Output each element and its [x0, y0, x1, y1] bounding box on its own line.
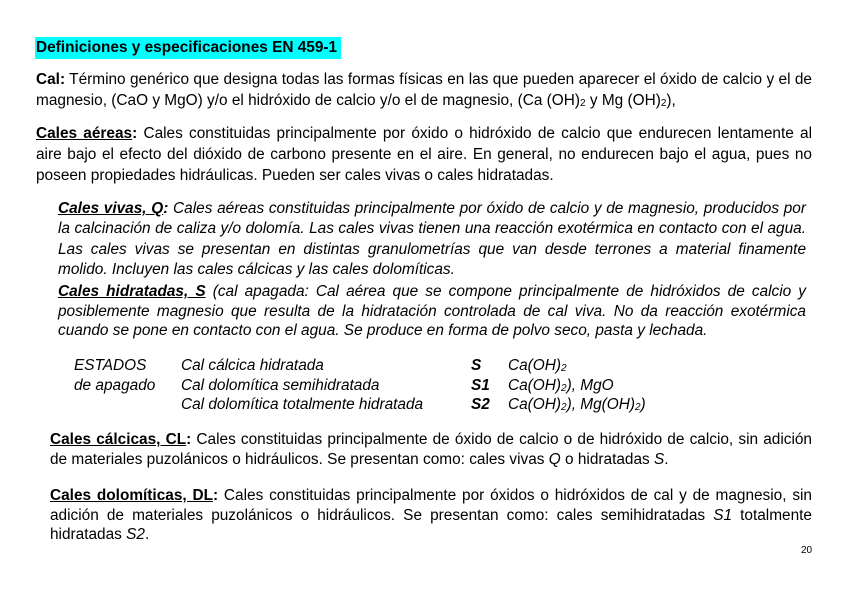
code: S1	[471, 376, 490, 394]
term: Cales aéreas	[36, 125, 133, 142]
formula: $Ca(OH)_2$), MgO	[508, 376, 614, 394]
colon: :	[163, 200, 169, 217]
text: ),	[666, 91, 676, 109]
page-title: Definiciones y especificaciones EN 459-1	[35, 37, 341, 59]
name: Cal dolomítica totalmente hidratada	[181, 396, 424, 413]
code: S	[654, 451, 665, 468]
text: y Mg (OH)	[585, 91, 661, 109]
code: S2	[126, 526, 145, 544]
label: de apagado	[74, 376, 156, 394]
estados-apagado-table	[74, 356, 646, 415]
text: Cales constituidas principalmente de óxido de calcio o de hidróxido de calcio, sin adición de materiales puzolánicos o hidráulicos. Se presentan como: cales vivas	[50, 431, 812, 468]
code: Q	[548, 451, 561, 468]
table-row	[74, 395, 646, 415]
name: Cal cálcica hidratada	[181, 357, 324, 374]
code: S2	[471, 396, 490, 413]
definition-cal	[36, 70, 812, 112]
text: Cales constituidas principalmente por óxidos o hidróxidos de cal y de magnesio, sin adición de materiales puzolánicos o hidráulicos. Se presentan como: cales semihidratadas	[50, 487, 812, 524]
sub: 2	[580, 97, 586, 109]
colon: :	[186, 431, 192, 448]
text: totalmente hidratadas	[50, 506, 812, 544]
code: S	[471, 357, 482, 374]
term: Cal:	[36, 71, 66, 88]
term: Cales vivas, Q	[58, 200, 164, 217]
text: .	[664, 451, 669, 468]
name: Cal dolomítica semihidratada	[181, 376, 380, 394]
label: ESTADOS	[74, 357, 147, 374]
term: Cales cálcicas, CL	[50, 431, 187, 448]
colon: :	[132, 125, 138, 142]
text: Cales constituidas principalmente por óxido o hidróxido de calcio que endurecen lentamente al aire bajo el efecto del dióxido de carbono presente en el aire. En general, no endurecen bajo el agua, pues no poseen propiedades hidráulicas. Pueden ser cales vivas o cales hidratadas.	[36, 125, 812, 184]
sub: 2	[660, 97, 667, 109]
table-row	[74, 376, 646, 396]
text: .	[144, 526, 150, 544]
text: Cales aéreas constituidas principalmente por óxido de calcio y de magnesio, producidos por la calcinación de caliza y/o dolomía. Las cales vivas tienen una reacción exotérmica en contacto con el agua. Las cales vivas se presentan en distintas granulometrías que van desde terrones a material finamente molido. Incluyen las cales cálcicas y las cales dolomíticas.	[58, 200, 806, 279]
text: Término genérico que designa todas las formas físicas en las que pueden aparecer el óxido de calcio y el de magnesio, (CaO y MgO) y/o el hidróxido de calcio y/o el de magnesio, (Ca (OH)	[36, 71, 812, 109]
definition-cales-calcicas	[50, 430, 812, 470]
formula: $Ca(OH)_2$), $Mg(OH)_2$)	[508, 396, 646, 413]
term: Cales hidratadas, S	[58, 283, 206, 300]
page-number: 20	[801, 545, 813, 556]
table-row	[74, 356, 646, 376]
term: Cales dolomíticas, DL	[50, 487, 213, 504]
text: o hidratadas	[560, 451, 654, 468]
text: (cal apagada: Cal aérea que se compone principalmente de hidróxidos de calcio y posiblemente magnesio que resulta de la hidratación controlada de cal viva. No da reacción exotérmica cuando se pone en contacto con el agua. Se produce en forma de polvo seco, pasta y lechada.	[58, 283, 806, 340]
definition-cales-hidratadas	[58, 282, 806, 341]
definition-cales-dolomiticas	[50, 486, 812, 545]
colon: :	[212, 487, 219, 504]
formula: $Ca(OH)_2$	[508, 357, 567, 374]
code: S1	[713, 506, 733, 524]
definition-cales-aereas	[36, 124, 812, 186]
definition-cales-vivas	[58, 199, 806, 281]
